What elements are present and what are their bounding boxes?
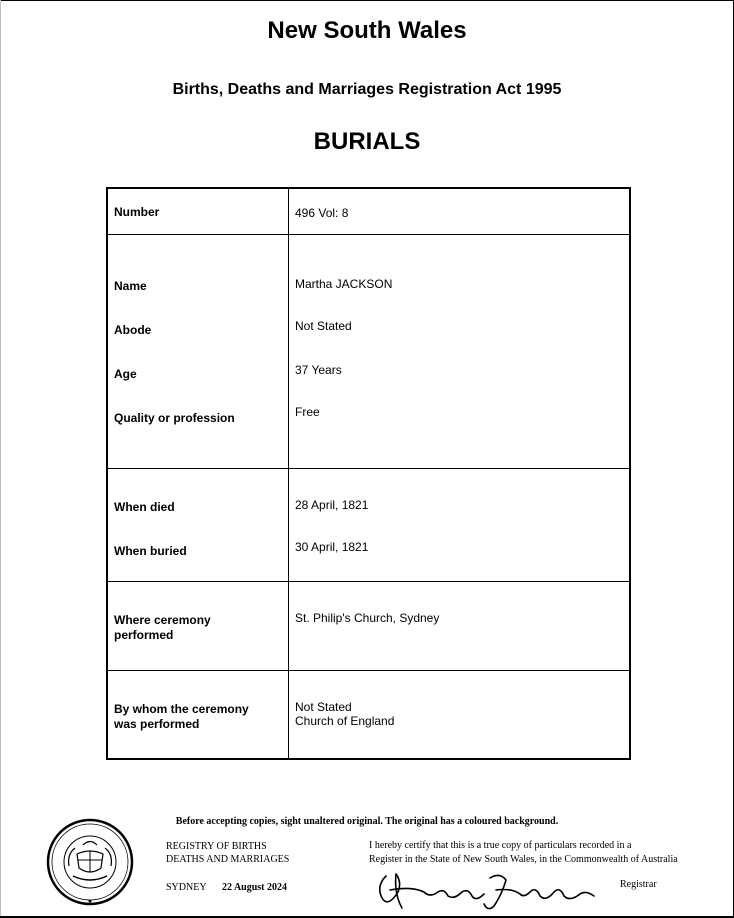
page-border-top [0, 0, 734, 1]
record-heading: BURIALS [313, 128, 421, 155]
where-ceremony-label-line2: performed [114, 628, 174, 642]
by-whom-label-line1: By whom the ceremony [114, 702, 249, 716]
where-ceremony-label [114, 613, 211, 643]
where-ceremony-label-line1: Where ceremony [114, 613, 211, 627]
document-title: New South Wales [267, 17, 467, 44]
by-whom-value-line2: Church of England [295, 714, 395, 728]
by-whom-label-line2: was performed [114, 717, 200, 731]
when-buried-value: 30 April, 1821 [295, 540, 369, 554]
by-whom-value-line1: Not Stated [295, 700, 352, 714]
burial-record-table [106, 187, 631, 760]
certification-line1: I hereby certify that this is a true copy of particulars recorded in a [369, 840, 632, 851]
registrar-signature-icon [372, 868, 602, 914]
registry-name [166, 840, 289, 866]
quality-value: Free [295, 405, 320, 419]
number-label: Number [114, 205, 160, 219]
row-divider [108, 581, 629, 582]
where-ceremony-value: St. Philip's Church, Sydney [295, 611, 440, 625]
number-value: 496 Vol: 8 [295, 206, 349, 220]
when-died-label: When died [114, 500, 175, 514]
by-whom-label [114, 702, 249, 732]
name-label: Name [114, 279, 147, 293]
registry-seal-icon [45, 818, 135, 906]
by-whom-value [295, 700, 394, 728]
issue-date: 22 August 2024 [222, 882, 288, 893]
age-value: 37 Years [295, 363, 342, 377]
age-label: Age [114, 367, 137, 381]
row-divider [108, 234, 629, 235]
row-divider [108, 468, 629, 469]
name-value: Martha JACKSON [295, 277, 393, 291]
abode-label: Abode [114, 323, 152, 337]
when-buried-label: When buried [114, 544, 187, 558]
quality-label: Quality or profession [114, 411, 235, 425]
certification-statement [369, 839, 678, 867]
when-died-value: 28 April, 1821 [295, 498, 369, 512]
issue-city: SYDNEY [166, 882, 207, 893]
registrar-title: Registrar [620, 879, 657, 890]
registry-name-line1: REGISTRY OF BIRTHS [166, 841, 267, 852]
authenticity-note: Before accepting copies, sight unaltered original. The original has a coloured background. [175, 816, 559, 827]
abode-value: Not Stated [295, 319, 352, 333]
act-subtitle: Births, Deaths and Marriages Registration Act 1995 [172, 81, 562, 98]
row-divider [108, 670, 629, 671]
certification-line2: Register in the State of New South Wales, in the Commonwealth of Australia [369, 854, 678, 865]
column-divider [288, 189, 289, 758]
registry-name-line2: DEATHS AND MARRIAGES [166, 854, 290, 865]
